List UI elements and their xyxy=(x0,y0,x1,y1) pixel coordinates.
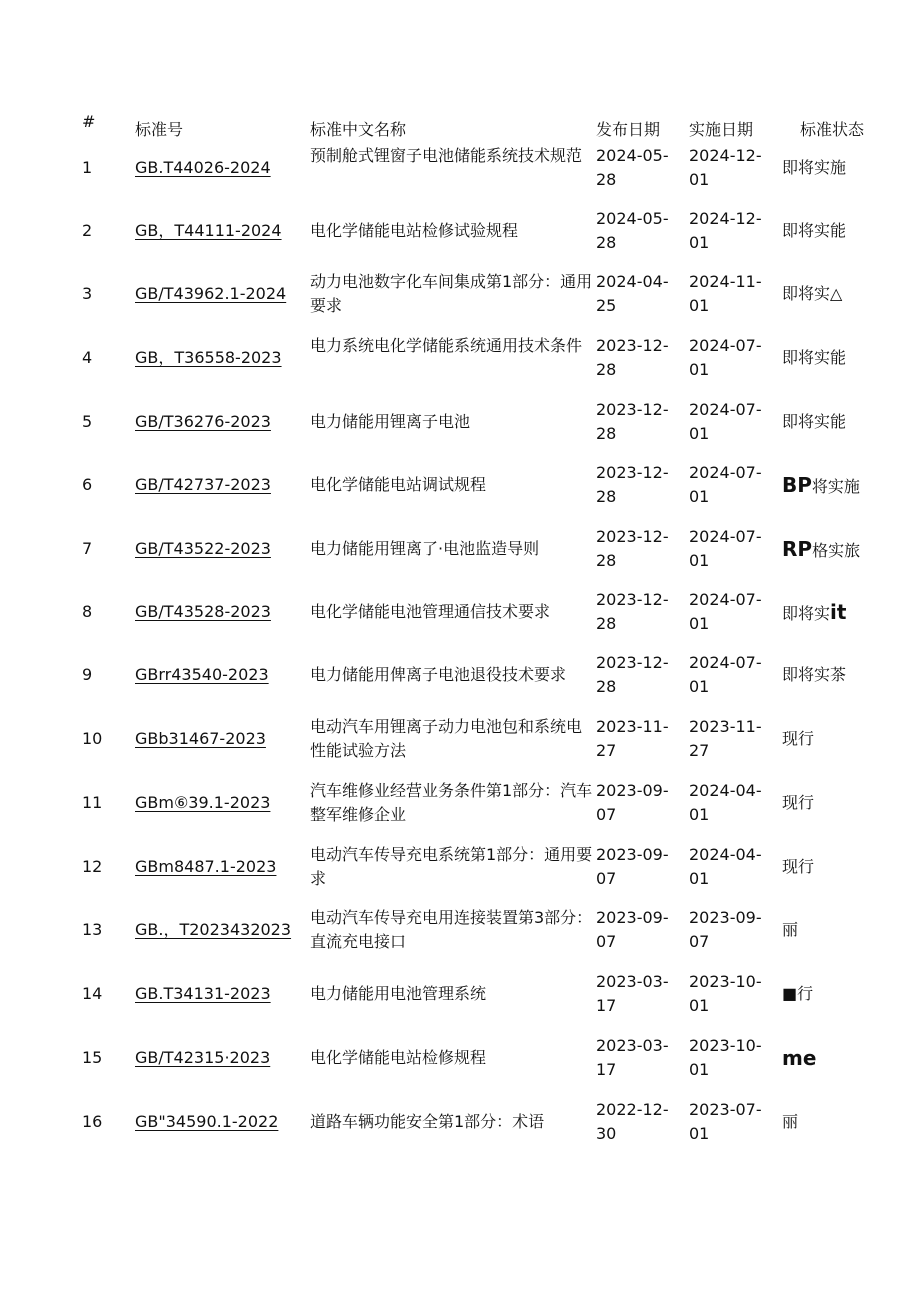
standard-name: 电动汽车用锂离子动力电池包和系统电性能试验方法 xyxy=(310,717,583,760)
standard-name: 电化学储能电站调试规程 xyxy=(310,475,487,494)
effective-date: 2024-07-01 xyxy=(689,400,762,443)
publish-date: 2022-12-30 xyxy=(596,1100,669,1143)
row-num: 4 xyxy=(82,348,93,367)
standard-code-link[interactable]: GB，T44111-2024 xyxy=(135,221,282,240)
standard-name: 动力电池数字化车间集成第1部分：通用要求 xyxy=(310,272,593,315)
row-num: 10 xyxy=(82,729,103,748)
standard-name: 电化学储能电站检修试验规程 xyxy=(310,221,519,240)
table-row xyxy=(0,334,920,394)
row-num: 1 xyxy=(82,158,93,177)
table-row xyxy=(0,525,920,585)
table-row xyxy=(0,588,920,648)
effective-date: 2024-11-01 xyxy=(689,272,762,315)
standard-name: 电力储能用俾离子电池退役技术要求 xyxy=(310,665,567,684)
standard-code-link[interactable]: GB/T43522-2023 xyxy=(135,539,271,558)
table-row xyxy=(0,715,920,775)
row-num: 13 xyxy=(82,920,103,939)
row-num: 6 xyxy=(82,475,93,494)
table-row xyxy=(0,906,920,966)
publish-date: 2023-12-28 xyxy=(596,336,669,379)
publish-date: 2023-09-07 xyxy=(596,781,669,824)
standard-name: 预制舱式锂窗子电池储能系统技术规范 xyxy=(310,146,583,165)
row-num: 8 xyxy=(82,602,93,621)
status xyxy=(782,537,860,563)
status: 现行 xyxy=(782,729,815,748)
publish-date: 2023-12-28 xyxy=(596,653,669,696)
standard-name: 电化学储能电站检修规程 xyxy=(310,1048,487,1067)
standard-code-link[interactable]: GB/T36276-2023 xyxy=(135,412,271,431)
status-bold-part: RP xyxy=(782,537,813,561)
standard-code-link[interactable]: GB/T42737-2023 xyxy=(135,475,271,494)
table-row xyxy=(0,779,920,839)
standard-name: 电力储能用电池管理系统 xyxy=(310,984,487,1003)
publish-date: 2023-03-17 xyxy=(596,1036,669,1079)
publish-date: 2023-09-07 xyxy=(596,845,669,888)
effective-date: 2023-09-07 xyxy=(689,908,762,951)
standard-code-link[interactable]: GB/T43528-2023 xyxy=(135,602,271,621)
table-row xyxy=(0,461,920,521)
effective-date: 2023-10-01 xyxy=(689,972,762,1015)
publish-date: 2023-12-28 xyxy=(596,463,669,506)
effective-date: 2024-04-01 xyxy=(689,781,762,824)
status: 丽 xyxy=(782,920,799,939)
row-num: 2 xyxy=(82,221,93,240)
row-num: 14 xyxy=(82,984,103,1003)
standard-code-link[interactable]: GB，T36558-2023 xyxy=(135,348,282,367)
status-rest-part: 即将实 xyxy=(782,604,831,623)
table-row xyxy=(0,398,920,458)
standard-name: 电动汽车传导充电系统第1部分：通用要求 xyxy=(310,845,593,888)
status: me xyxy=(782,1046,817,1070)
table-row xyxy=(0,207,920,267)
publish-date: 2023-11-27 xyxy=(596,717,669,760)
standard-code-link[interactable]: GBm8487.1-2023 xyxy=(135,857,277,876)
standard-code-link[interactable]: GB.T34131-2023 xyxy=(135,984,271,1003)
standard-code-link[interactable]: GB∕T42315·2023 xyxy=(135,1048,271,1067)
effective-date: 2023-11-27 xyxy=(689,717,762,760)
standard-name: 电力系统电化学储能系统通用技术条件 xyxy=(310,336,583,355)
effective-date: 2024-07-01 xyxy=(689,527,762,570)
status: 即将实茶 xyxy=(782,665,847,684)
publish-date: 2024-04-25 xyxy=(596,272,669,315)
standard-code-link[interactable]: GB.，T2023432023 xyxy=(135,920,292,939)
publish-date: 2023-12-28 xyxy=(596,400,669,443)
standard-code-link[interactable]: GB.T44026-2024 xyxy=(135,158,271,177)
table-row xyxy=(0,1034,920,1094)
standard-name: 电化学储能电池管理通信技术要求 xyxy=(310,602,551,621)
effective-date: 2024-07-01 xyxy=(689,590,762,633)
standard-code-link[interactable]: GBrr43540-2023 xyxy=(135,665,269,684)
status: 即将实△ xyxy=(782,284,843,303)
header-name: 标准中文名称 xyxy=(310,120,407,139)
publish-date: 2023-09-07 xyxy=(596,908,669,951)
row-num: 5 xyxy=(82,412,93,431)
row-num: 15 xyxy=(82,1048,103,1067)
header-status: 标准状态 xyxy=(800,120,865,139)
publish-date: 2024-05-28 xyxy=(596,146,669,189)
publish-date: 2024-05-28 xyxy=(596,209,669,252)
effective-date: 2024-07-01 xyxy=(689,653,762,696)
effective-date: 2023-07-01 xyxy=(689,1100,762,1143)
table-row xyxy=(0,1098,920,1158)
table-row xyxy=(0,270,920,330)
standard-code-link[interactable]: GBm⑥39.1-2023 xyxy=(135,793,271,812)
status-bold-part: BP xyxy=(782,473,812,497)
status: 即将实能 xyxy=(782,221,847,240)
standard-name: 电动汽车传导充电用连接装置第3部分：直流充电接口 xyxy=(310,908,593,951)
row-num: 11 xyxy=(82,793,103,812)
effective-date: 2024-12-01 xyxy=(689,209,762,252)
header-effective-date: 实施日期 xyxy=(689,120,754,139)
status xyxy=(782,473,860,499)
row-num: 16 xyxy=(82,1112,103,1131)
table-row xyxy=(0,843,920,903)
row-num: 9 xyxy=(82,665,93,684)
status: 即将实施 xyxy=(782,158,847,177)
status: 丽 xyxy=(782,1112,799,1131)
effective-date: 2024-07-01 xyxy=(689,463,762,506)
standard-name: 道路车辆功能安全第1部分：术语 xyxy=(310,1112,545,1131)
row-num: 12 xyxy=(82,857,103,876)
status: 即将实能 xyxy=(782,348,847,367)
row-num: 7 xyxy=(82,539,93,558)
standard-name: 电力储能用锂离子电池 xyxy=(310,412,471,431)
standard-name: 电力储能用锂离了·电池监造导则 xyxy=(310,539,540,558)
row-num: 3 xyxy=(82,284,93,303)
table-row xyxy=(0,651,920,711)
publish-date: 2023-03-17 xyxy=(596,972,669,1015)
effective-date: 2024-04-01 xyxy=(689,845,762,888)
standard-code-link[interactable]: GBb31467-2023 xyxy=(135,729,266,748)
status: 现行 xyxy=(782,857,815,876)
effective-date: 2024-07-01 xyxy=(689,336,762,379)
status: 即将实能 xyxy=(782,412,847,431)
header-num: # xyxy=(82,112,96,131)
header-code: 标准号 xyxy=(135,120,184,139)
status: ■行 xyxy=(782,984,814,1003)
standard-code-link[interactable]: GB"34590.1-2022 xyxy=(135,1112,279,1131)
status xyxy=(782,600,846,626)
publish-date: 2023-12-28 xyxy=(596,527,669,570)
table-row xyxy=(0,144,920,204)
status-rest-part: 将实施 xyxy=(811,477,860,496)
status-rest-part: 格实旅 xyxy=(812,541,861,560)
header-publish-date: 发布日期 xyxy=(596,120,661,139)
status: 现行 xyxy=(782,793,815,812)
table-row xyxy=(0,970,920,1030)
status-bold-part: it xyxy=(830,600,847,624)
standard-code-link[interactable]: GB/T43962.1-2024 xyxy=(135,284,287,303)
standard-name: 汽车维修业经营业务条件第1部分：汽车整军维修企业 xyxy=(310,781,593,824)
effective-date: 2023-10-01 xyxy=(689,1036,762,1079)
publish-date: 2023-12-28 xyxy=(596,590,669,633)
effective-date: 2024-12-01 xyxy=(689,146,762,189)
